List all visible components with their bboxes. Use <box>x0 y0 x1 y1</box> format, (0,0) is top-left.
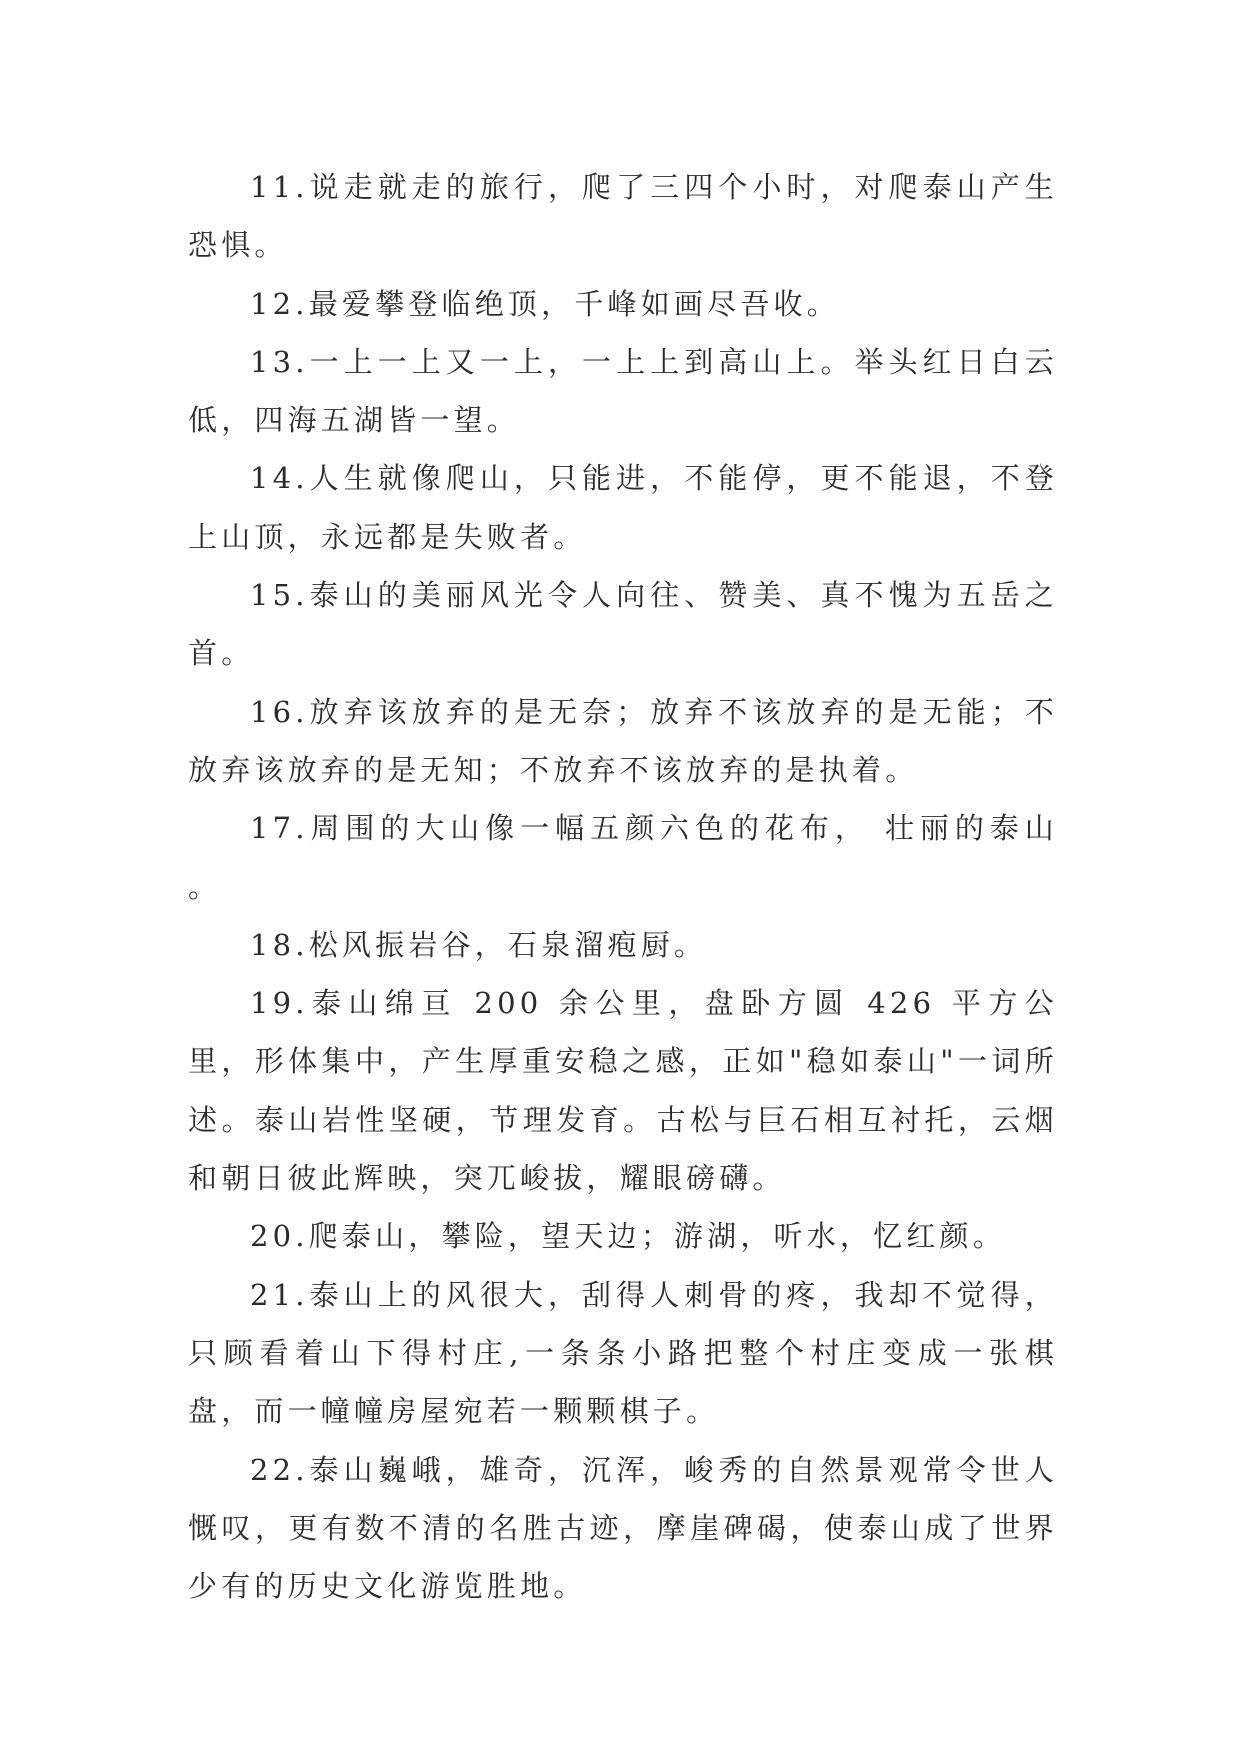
paragraph-13: 13.一上一上又一上，一上上到高山上。举头红日白云低，四海五湖皆一望。 <box>188 344 1058 438</box>
paragraph-11: 11.说走就走的旅行，爬了三四个小时，对爬泰山产生恐惧。 <box>188 170 1058 263</box>
paragraph-18: 18.松风振岩谷，石泉溜疱厨。 <box>250 927 708 962</box>
paragraph-16: 16.放弃该放弃的是无奈；放弃不该放弃的是无能；不放弃该放弃的是无知；不放弃不该放弃的是执着。 <box>188 694 1058 787</box>
paragraph-19: 19.泰山绵亘 200 余公里，盘卧方圆 426 平方公里，形体集中，产生厚重安稳之感，正如"稳如泰山"一词所述。泰山岩性坚硬，节理发育。古松与巨石相互衬托，云烟和朝日彼此辉映，突兀峻拔，耀眼磅礴。 <box>188 986 1058 1196</box>
paragraph-21: 21.泰山上的风很大，刮得人刺骨的疼，我却不觉得，只顾看着山下得村庄,一条条小路把整个村庄变成一张棋盘，而一幢幢房屋宛若一颗颗棋子。 <box>188 1277 1058 1429</box>
paragraph-15: 15.泰山的美丽风光令人向往、赞美、真不愧为五岳之首。 <box>188 578 1058 671</box>
document-body <box>188 158 1058 1615</box>
paragraph-17: 17.周围的大山像一幅五颜六色的花布， 壮丽的泰山 。 <box>188 811 1058 904</box>
paragraph-14: 14.人生就像爬山，只能进，不能停，更不能退，不登上山顶，永远都是失败者。 <box>188 461 1058 554</box>
paragraph-12: 12.最爱攀登临绝顶，千峰如画尽吾收。 <box>250 286 840 321</box>
paragraph-20: 20.爬泰山，攀险，望天边；游湖，听水，忆红颜。 <box>250 1219 1006 1254</box>
paragraph-22: 22.泰山巍峨，雄奇，沉浑，峻秀的自然景观常令世人慨叹，更有数不清的名胜古迹，摩崖碑碣，使泰山成了世界少有的历史文化游览胜地。 <box>188 1452 1058 1604</box>
